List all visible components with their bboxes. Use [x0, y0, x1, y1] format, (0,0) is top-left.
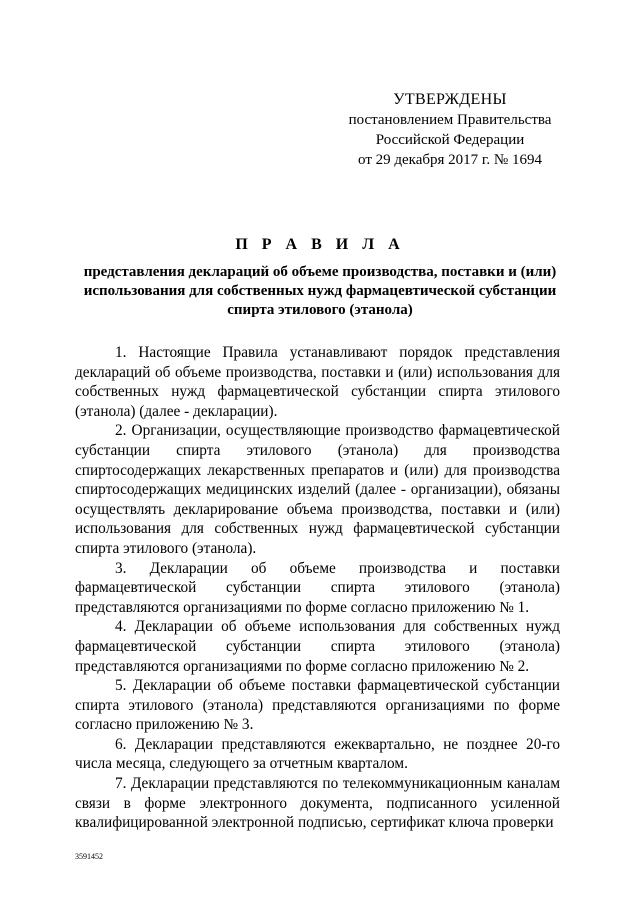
paragraph-2: 2. Организации, осуществляющие производство фармацевтической субстанции спирта этилового (этанола) для производства спиртосодержащих лекарственных препаратов и (или) для производства спиртосодержащих медицинских изделий (далее - организации), обязаны осуществлять декларирование объема производства, поставки и (или) использования для собственных нужд фармацевтической субстанции спирта этилового (этанола).: [75, 422, 560, 557]
paragraph-4: 4. Декларации об объеме использования для собственных нужд фармацевтической субстанции спирта этилового (этанола) представляются организациями по форме согласно приложению № 2.: [75, 618, 560, 675]
approval-line-federation: Российской Федерации: [375, 132, 525, 148]
approval-line-date: от 29 декабря 2017 г. № 1694: [358, 152, 542, 168]
paragraph-7: 7. Декларации представляются по телекоммуникационным каналам связи в форме электронного документа, подписанного усиленной квалифицированной электронной подписью, сертификат ключа проверки: [75, 775, 560, 832]
paragraph-3: 3. Декларации об объеме производства и поставки фармацевтической субстанции спирта этилового (этанола) представляются организациями по форме согласно приложению № 1.: [75, 559, 560, 616]
document-subheading: представления деклараций об объеме производства, поставки и (или) использования для собственных нужд фармацевтической субстанции спирта этилового (этанола): [83, 264, 557, 318]
document-code: 3591452: [75, 852, 103, 861]
document-body: [75, 343, 560, 833]
approval-block: [335, 90, 565, 170]
paragraph-5: 5. Декларации об объеме поставки фармацевтической субстанции спирта этилового (этанола) представляются организациями по форме согласно приложению № 3.: [75, 677, 560, 734]
document-heading: П Р А В И Л А: [235, 236, 405, 253]
paragraph-6: 6. Декларации представляются ежеквартально, не позднее 20-го числа месяца, следующего за отчетным кварталом.: [75, 735, 560, 773]
approval-title: УТВЕРЖДЕНЫ: [393, 91, 507, 108]
paragraph-1: 1. Настоящие Правила устанавливают порядок представления деклараций об объеме производства, поставки и (или) использования для собственных нужд фармацевтической субстанции спирта этилового (этанола) (далее - декларации).: [75, 344, 560, 420]
approval-line-decree: постановлением Правительства: [348, 112, 552, 128]
